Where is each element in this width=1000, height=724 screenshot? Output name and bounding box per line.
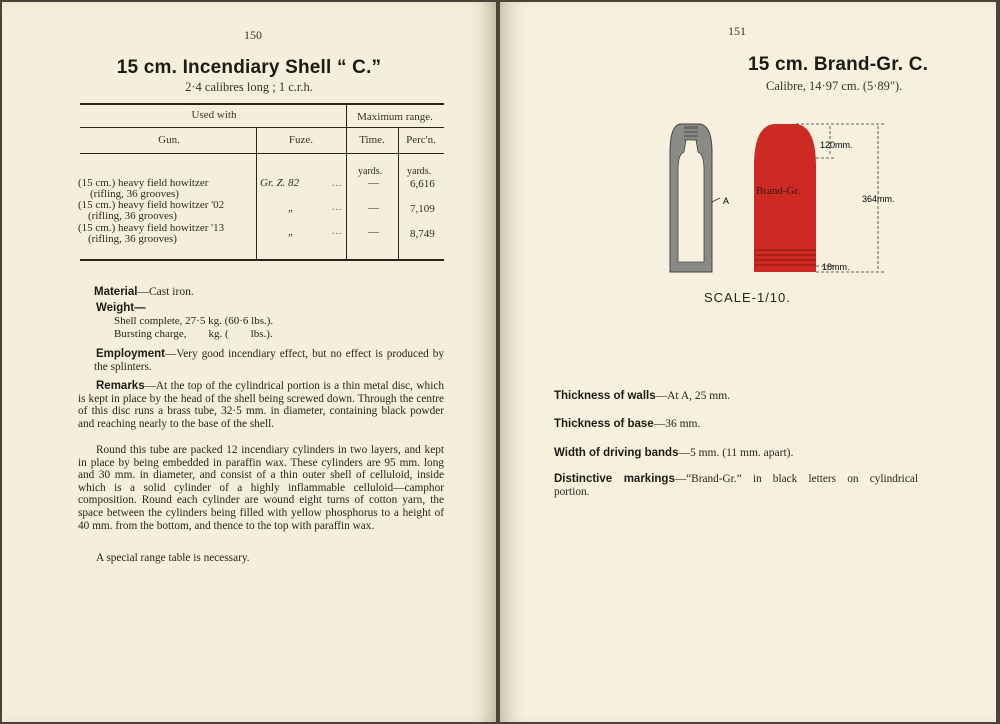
- scale-label: SCALE-1/10.: [704, 290, 791, 305]
- weight-bursting-charge: Bursting charge, kg. ( lbs.).: [114, 328, 273, 340]
- remarks-paragraph-2: Round this tube are packed 12 incendiary cylinders in two layers, and kept in place by being embedded in paraffin wax. These cylinders are 95 mm. long and 30 mm. in diameter, and consist of a thin outer shell of celluloid, inside which is a solid cylinder of a highly inflammable celluloid—camphor composition. Round each cylinder are wound eight turns of cotton yarn, the space between the cylinders being filled with yellow phosphorus to a height of 40 mm. from the bottom, and thence to the top with paraffin wax.: [78, 444, 444, 532]
- page-title: 15 cm. Brand-Gr. C.: [748, 54, 929, 75]
- table-row-gun: (15 cm.) heavy field howitzer: [78, 177, 209, 189]
- page-title: 15 cm. Incendiary Shell “ C.”: [116, 57, 382, 78]
- walls-value: —At A, 25 mm.: [655, 390, 731, 402]
- table-row-fuze: Gr. Z. 82: [260, 177, 300, 189]
- base-value: —36 mm.: [653, 418, 701, 430]
- base-line: [554, 414, 700, 432]
- bands-value: —5 mm. (11 mm. apart).: [678, 447, 794, 459]
- dim-120mm: 120mm.: [820, 140, 853, 150]
- label-a: A: [723, 196, 730, 206]
- dot-leader: ...: [332, 178, 343, 189]
- dim-364mm: 364mm.: [862, 194, 895, 204]
- table-header-fuze: Fuze.: [288, 134, 314, 146]
- dot-leader: ...: [332, 226, 343, 237]
- markings-paragraph: [554, 473, 918, 498]
- table-row-gun-detail: (rifling, 36 grooves): [88, 233, 177, 245]
- walls-label: Thickness of walls: [554, 390, 656, 402]
- walls-line: [554, 386, 730, 404]
- table-row-perc: 8,749: [410, 228, 435, 240]
- table-row-gun-detail: (rifling, 36 grooves): [88, 210, 177, 222]
- table-header-perc: Perc'n.: [406, 134, 436, 146]
- shell-marking-text: Brand-Gr.: [756, 185, 801, 197]
- dim-18mm: 18mm.: [822, 262, 850, 272]
- shell-diagram: [650, 112, 950, 292]
- remarks-paragraph-3: A special range table is necessary.: [96, 552, 250, 564]
- table-header-time: Time.: [359, 134, 385, 146]
- page-number: 150: [244, 28, 262, 42]
- employment-text: —Very good incendiary effect, but no effect is produced by the splinters.: [94, 348, 444, 373]
- page-subtitle: 2·4 calibres long ; 1 c.r.h.: [185, 80, 313, 94]
- material-value: —Cast iron.: [137, 286, 194, 298]
- remarks-text: —At the top of the cylindrical portion is a thin metal disc, which is kept in place by the head of the shell being screwed down. Through the centre of this disc runs a brass tube, 32·5 mm. in diameter, containing black powder and reaching nearly to the base of the shell.: [78, 380, 444, 430]
- remarks-label: Remarks: [96, 380, 145, 392]
- table-row-perc: 7,109: [410, 203, 435, 215]
- shell-exterior-view: [754, 124, 816, 272]
- bands-line: [554, 443, 793, 461]
- weight-shell-complete: Shell complete, 27·5 kg. (60·6 lbs.).: [114, 315, 274, 327]
- table-row-fuze: „: [288, 226, 293, 238]
- table-row-gun-detail: (rifling, 36 grooves): [90, 188, 179, 200]
- left-page: [2, 2, 496, 722]
- weight-label: Weight—: [96, 302, 146, 314]
- right-page: [500, 2, 996, 722]
- markings-label: Distinctive markings: [554, 473, 675, 485]
- bands-label: Width of driving bands: [554, 447, 679, 459]
- table-row-fuze: „: [288, 202, 293, 214]
- table-header-used-with: Used with: [191, 109, 237, 121]
- remarks-paragraph: [78, 380, 444, 430]
- table-header-max-range: Maximum range.: [357, 111, 433, 123]
- page-number: 151: [728, 24, 746, 38]
- material-line: [94, 282, 444, 300]
- unit-perc: yards.: [407, 166, 432, 177]
- page-subtitle: Calibre, 14·97 cm. (5·89").: [766, 79, 903, 93]
- employment-label: Employment: [96, 348, 166, 360]
- table-header-gun: Gun.: [158, 134, 180, 146]
- table-row-gun: (15 cm.) heavy field howitzer '02: [78, 199, 225, 211]
- table-row-perc: 6,616: [410, 178, 435, 190]
- table-row-time: —: [368, 177, 379, 189]
- material-label: Material: [94, 286, 138, 298]
- table-row-time: —: [368, 202, 379, 214]
- markings-value: —“Brand-Gr.” in black letters on cylindrical portion.: [554, 473, 918, 498]
- unit-time: yards.: [358, 166, 383, 177]
- shell-section-view: [670, 124, 720, 272]
- employment-paragraph: [94, 348, 444, 373]
- base-label: Thickness of base: [554, 418, 654, 430]
- table-row-time: —: [368, 226, 379, 238]
- table-row-gun: (15 cm.) heavy field howitzer '13: [78, 222, 225, 234]
- dot-leader: ...: [332, 202, 343, 213]
